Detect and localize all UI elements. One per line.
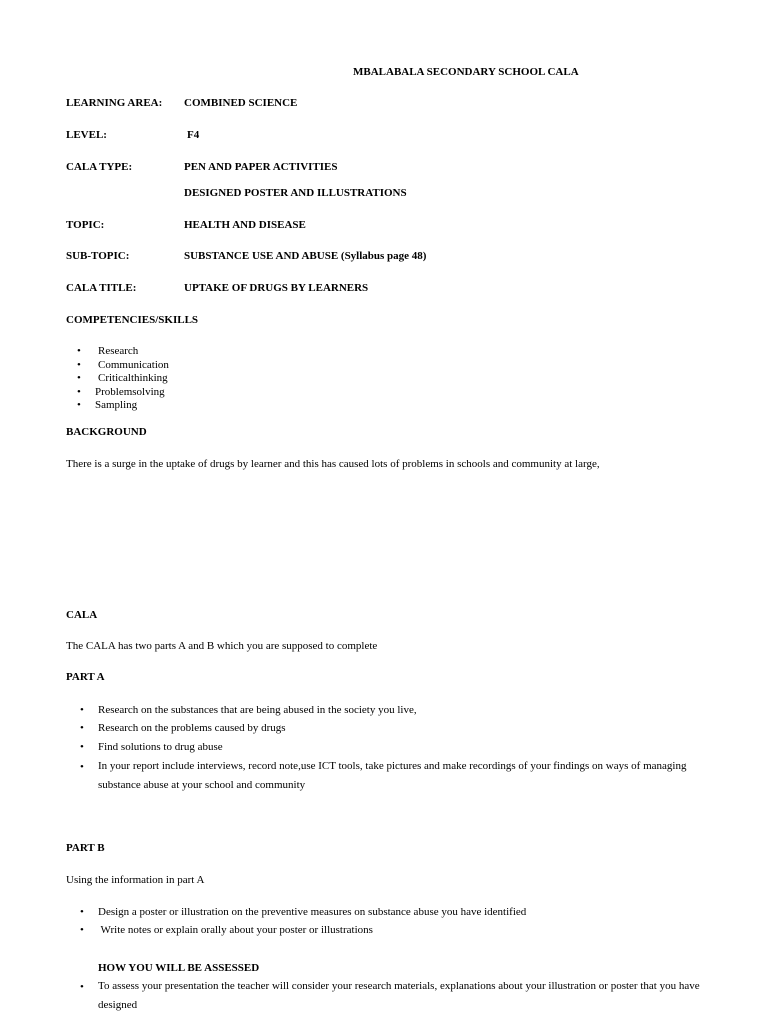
cala-heading: CALA	[66, 609, 98, 621]
field-value-cala-title: UPTAKE OF DRUGS BY LEARNERS	[184, 282, 369, 294]
bullet-icon: •	[80, 741, 84, 753]
skill-item: Problemsolving	[95, 386, 165, 398]
field-value-topic: HEALTH AND DISEASE	[184, 219, 306, 231]
competencies-heading: COMPETENCIES/SKILLS	[66, 314, 199, 326]
bullet-icon: •	[80, 924, 84, 936]
bullet-icon: •	[80, 761, 84, 773]
field-label-sub-topic: SUB-TOPIC:	[66, 250, 130, 262]
background-heading: BACKGROUND	[66, 426, 147, 438]
assessment-item: To assess your presentation the teacher will consider your research materials, explanations about your illustration or poster that you have designed	[98, 980, 700, 1011]
bullet-icon: •	[77, 359, 81, 371]
bullet-icon: •	[80, 906, 84, 918]
field-label-learning-area: LEARNING AREA:	[66, 97, 163, 109]
background-text: There is a surge in the uptake of drugs by learner and this has caused lots of problems in schools and community at large,	[66, 458, 600, 470]
field-value-cala-type-2: DESIGNED POSTER AND ILLUSTRATIONS	[184, 187, 407, 199]
bullet-icon: •	[77, 372, 81, 384]
part-a-heading: PART A	[66, 671, 105, 683]
field-label-cala-type: CALA TYPE:	[66, 161, 133, 173]
part-a-item: Research on the problems caused by drugs	[98, 722, 286, 734]
skill-item: Research	[98, 345, 139, 357]
bullet-icon: •	[80, 981, 84, 993]
assessment-heading: HOW YOU WILL BE ASSESSED	[98, 962, 260, 974]
field-label-level: LEVEL:	[66, 129, 107, 141]
bullet-icon: •	[77, 386, 81, 398]
field-label-topic: TOPIC:	[66, 219, 105, 231]
part-b-intro: Using the information in part A	[66, 874, 205, 886]
part-a-item: In your report include interviews, record note,use ICT tools, take pictures and make recordings of your findings on ways of managing substance abuse at your school and community	[98, 760, 687, 791]
field-value-sub-topic: SUBSTANCE USE AND ABUSE (Syllabus page 48)	[184, 250, 427, 262]
field-value-learning-area: COMBINED SCIENCE	[184, 97, 298, 109]
part-b-heading: PART B	[66, 842, 105, 854]
skill-item: Sampling	[95, 399, 138, 411]
part-a-item: Research on the substances that are being abused in the society you live,	[98, 704, 417, 716]
cala-text: The CALA has two parts A and B which you are supposed to complete	[66, 640, 378, 652]
field-value-level: F4	[187, 129, 200, 141]
bullet-icon: •	[80, 722, 84, 734]
part-a-item: Find solutions to drug abuse	[98, 741, 223, 753]
bullet-icon: •	[80, 704, 84, 716]
bullet-icon: •	[77, 399, 81, 411]
part-b-item: Design a poster or illustration on the preventive measures on substance abuse you have identified	[98, 906, 527, 918]
skill-item: Criticalthinking	[98, 372, 168, 384]
part-b-item: Write notes or explain orally about your poster or illustrations	[98, 924, 373, 936]
field-value-cala-type: PEN AND PAPER ACTIVITIES	[184, 161, 338, 173]
bullet-icon: •	[77, 345, 81, 357]
field-label-cala-title: CALA TITLE:	[66, 282, 137, 294]
school-title: MBALABALA SECONDARY SCHOOL CALA	[353, 66, 579, 78]
skill-item: Communication	[98, 359, 169, 371]
